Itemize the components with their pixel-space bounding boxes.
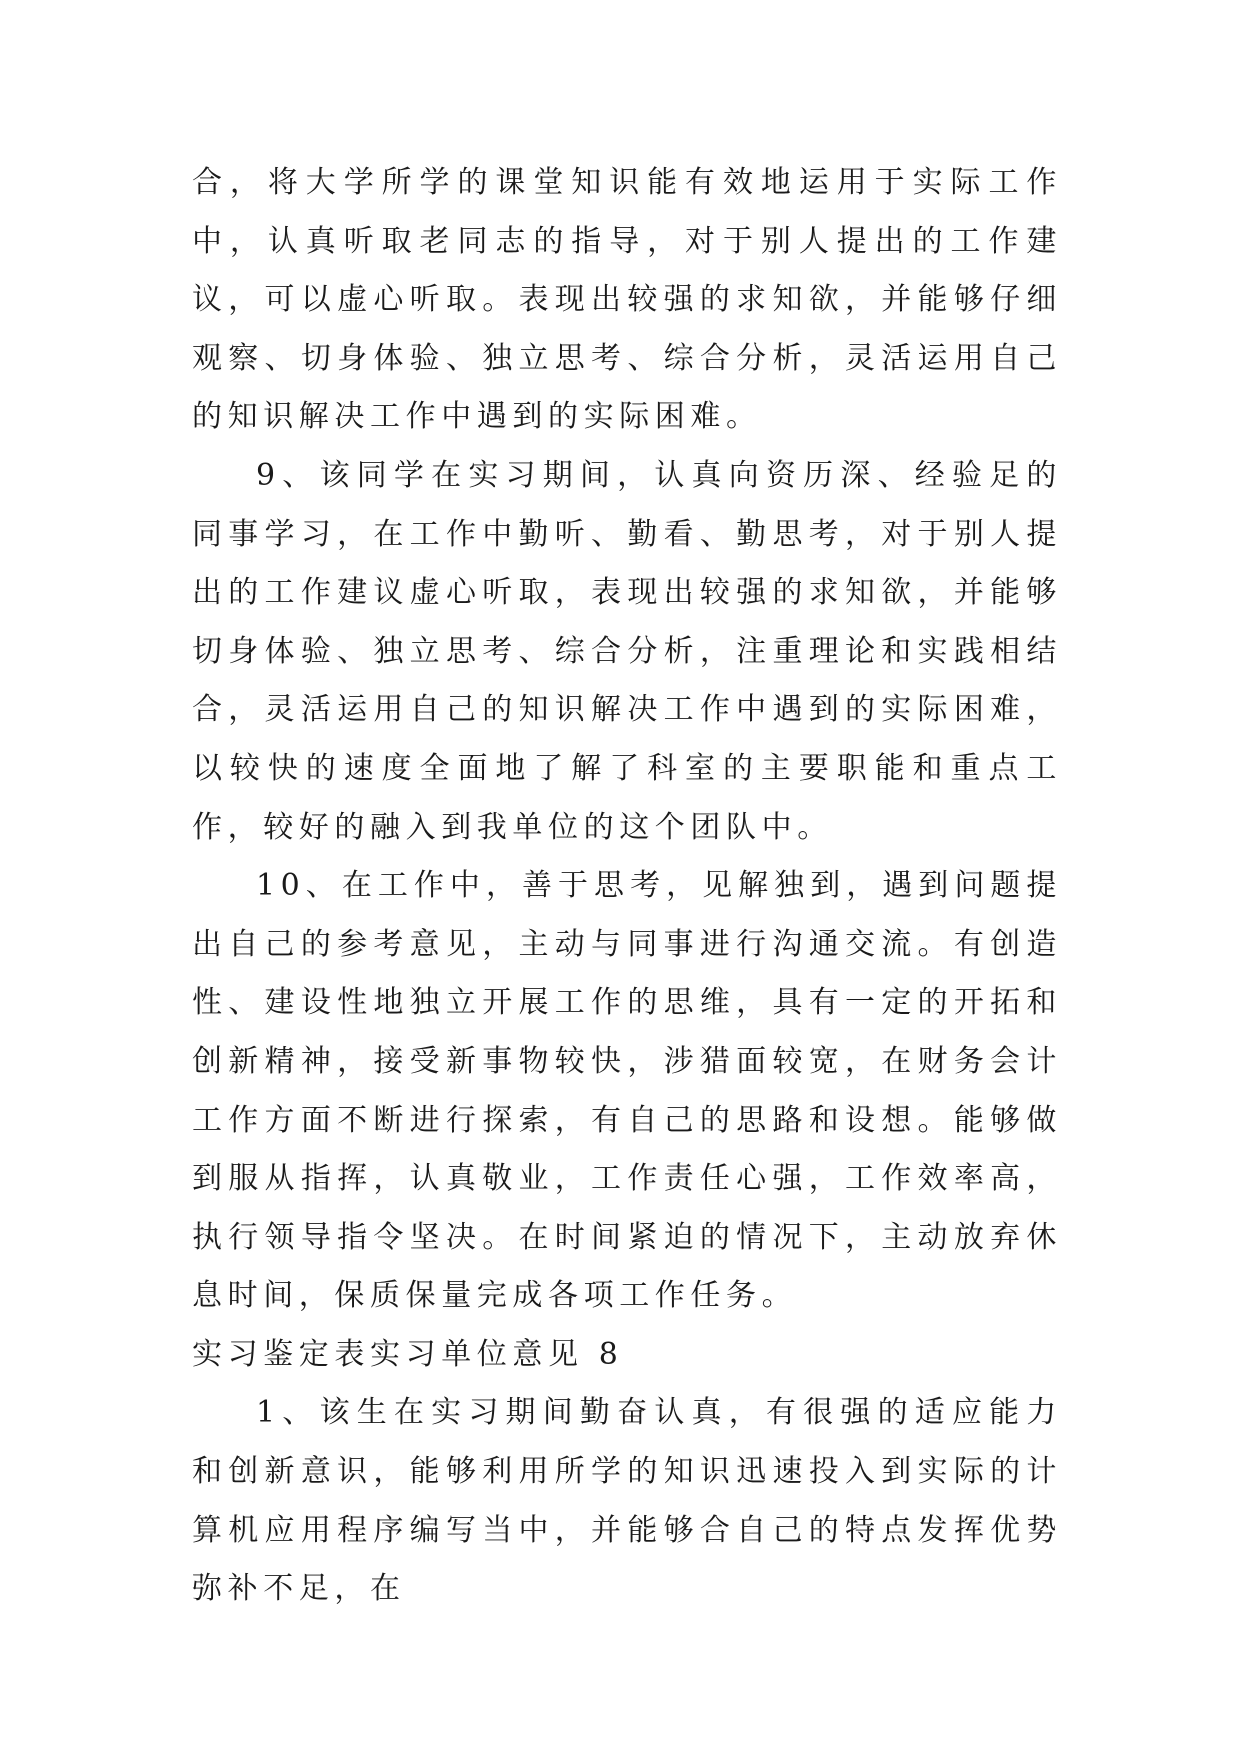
paragraph-item-1: 1、该生在实习期间勤奋认真，有很强的适应能力和创新意识，能够利用所学的知识迅速投入到实际的计算机应用程序编写当中，并能够合自己的特点发挥优势弥补不足，在: [192, 1395, 1062, 1607]
paragraph-item-10: 10、在工作中，善于思考，见解独到，遇到问题提出自己的参考意见，主动与同事进行沟通交流。有创造性、建设性地独立开展工作的思维，具有一定的开拓和创新精神，接受新事物较快，涉猎面较宽，在财务会计工作方面不断进行探索，有自己的思路和设想。能够做到服从指挥，认真敬业，工作责任心强，工作效率高，执行领导指令坚决。在时间紧迫的情况下，主动放弃休息时间，保质保量完成各项工作任务。: [192, 868, 1062, 1314]
document-page: [192, 154, 1062, 1619]
paragraph-item-9: 9、该同学在实习期间，认真向资历深、经验足的同事学习，在工作中勤听、勤看、勤思考，对于别人提出的工作建议虚心听取，表现出较强的求知欲，并能够切身体验、独立思考、综合分析，注重理论和实践相结合，灵活运用自己的知识解决工作中遇到的实际困难，以较快的速度全面地了解了科室的主要职能和重点工作，较好的融入到我单位的这个团队中。: [192, 457, 1062, 845]
paragraph-continuation: 合，将大学所学的课堂知识能有效地运用于实际工作中，认真听取老同志的指导，对于别人提出的工作建议，可以虚心听取。表现出较强的求知欲，并能够仔细观察、切身体验、独立思考、综合分析，灵活运用自己的知识解决工作中遇到的实际困难。: [192, 165, 1062, 435]
section-heading: 实习鉴定表实习单位意见 8: [192, 1336, 624, 1372]
